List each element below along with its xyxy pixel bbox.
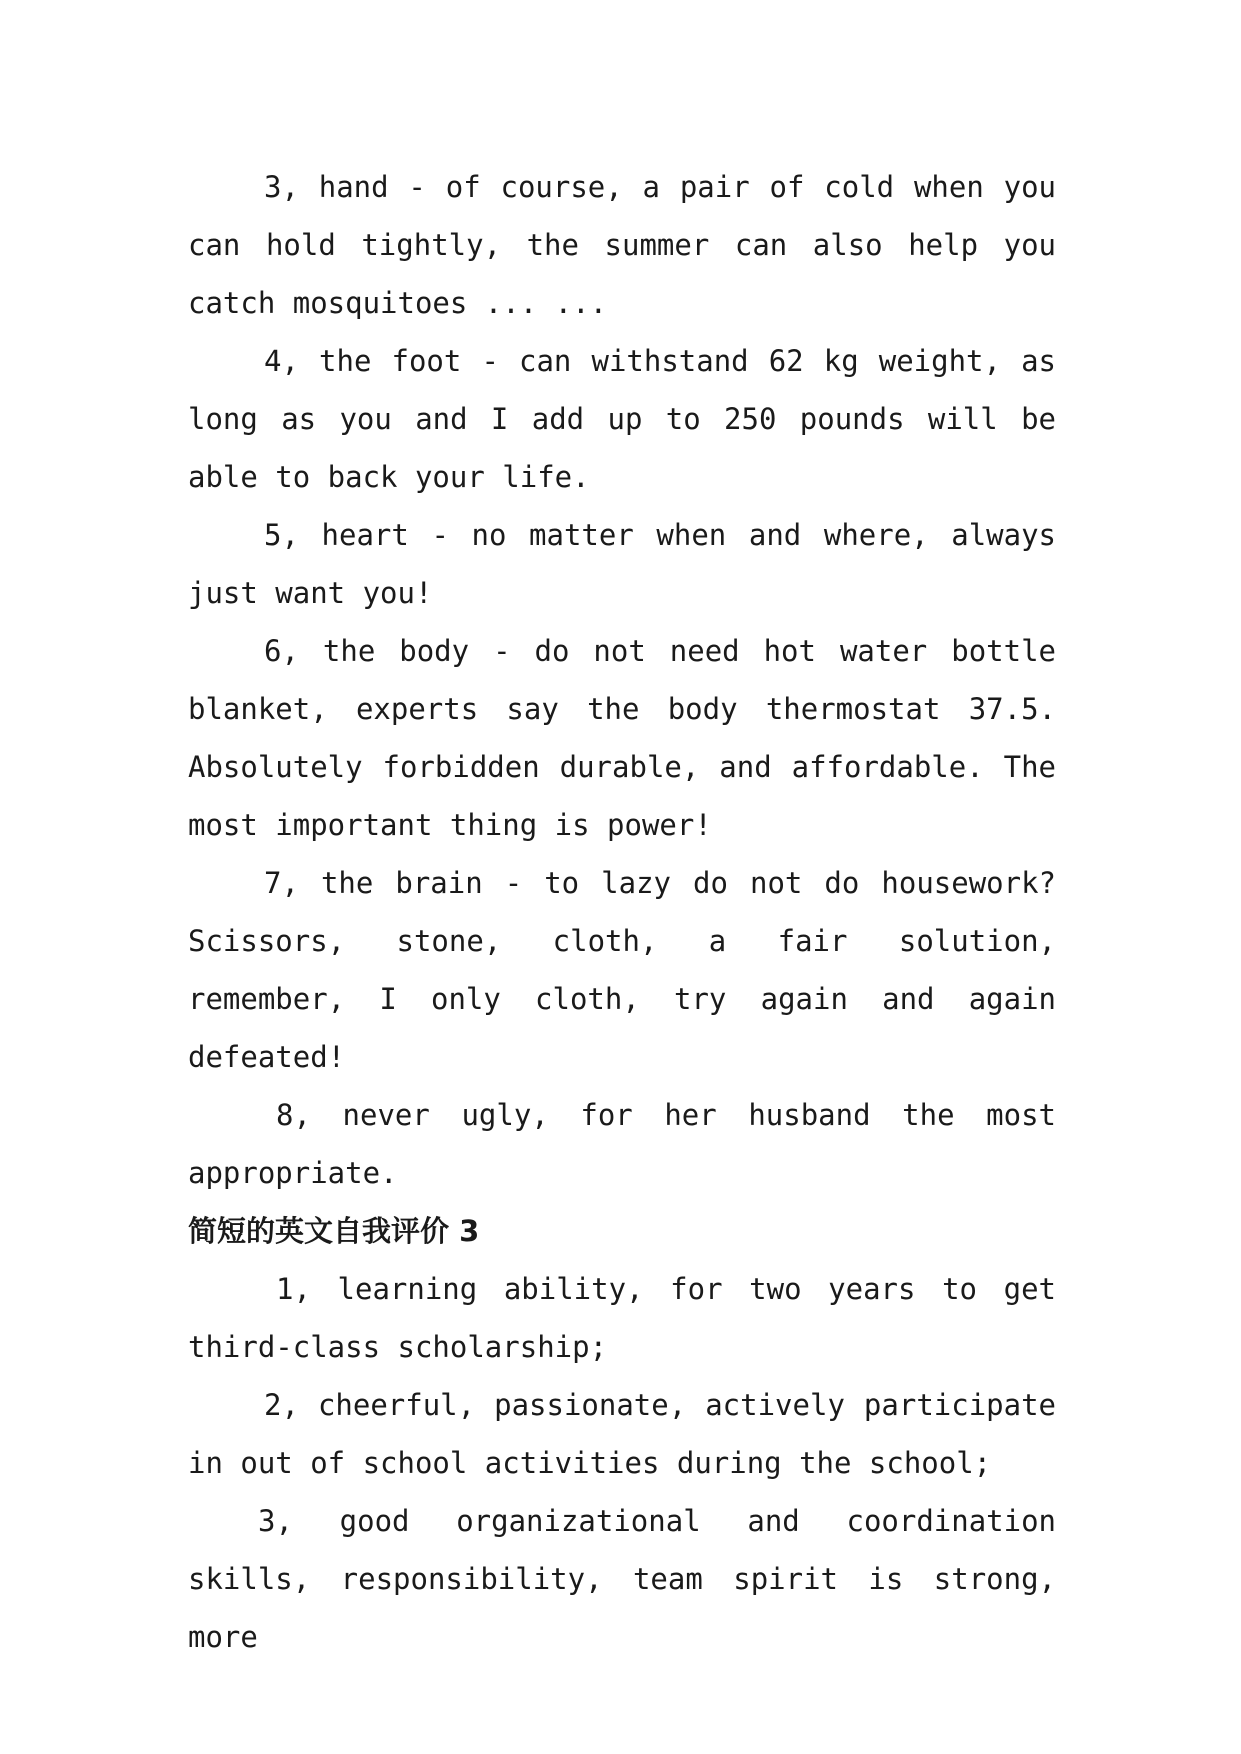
paragraph-foot: 4, the foot - can withstand 62 kg weight, as long as you and I add up to 250 pounds will be able to back your life. [188, 344, 1056, 494]
paragraph-body: 6, the body - do not need hot water bottle blanket, experts say the body thermostat 37.5. Absolutely forbidden durable, and affordable. The most important thing is power! [188, 634, 1056, 842]
paragraph-never-ugly: 8, never ugly, for her husband the most appropriate. [188, 1098, 1056, 1190]
paragraph-hand: 3, hand - of course, a pair of cold when you can hold tightly, the summer can also help you catch mosquitoes ... ... [188, 170, 1056, 320]
document-body [188, 158, 1056, 1666]
paragraph-heart: 5, heart - no matter when and where, always just want you! [188, 518, 1056, 610]
paragraph-learning-ability: 1, learning ability, for two years to get third-class scholarship; [188, 1272, 1056, 1364]
section-heading: 简短的英文自我评价 3 [188, 1214, 480, 1248]
paragraph-organizational: 3, good organizational and coordination skills, responsibility, team spirit is strong, more [188, 1504, 1056, 1654]
paragraph-cheerful: 2, cheerful, passionate, actively participate in out of school activities during the school; [188, 1388, 1056, 1480]
paragraph-brain: 7, the brain - to lazy do not do housework? Scissors, stone, cloth, a fair solution, remember, I only cloth, try again and again defeated! [188, 866, 1056, 1074]
